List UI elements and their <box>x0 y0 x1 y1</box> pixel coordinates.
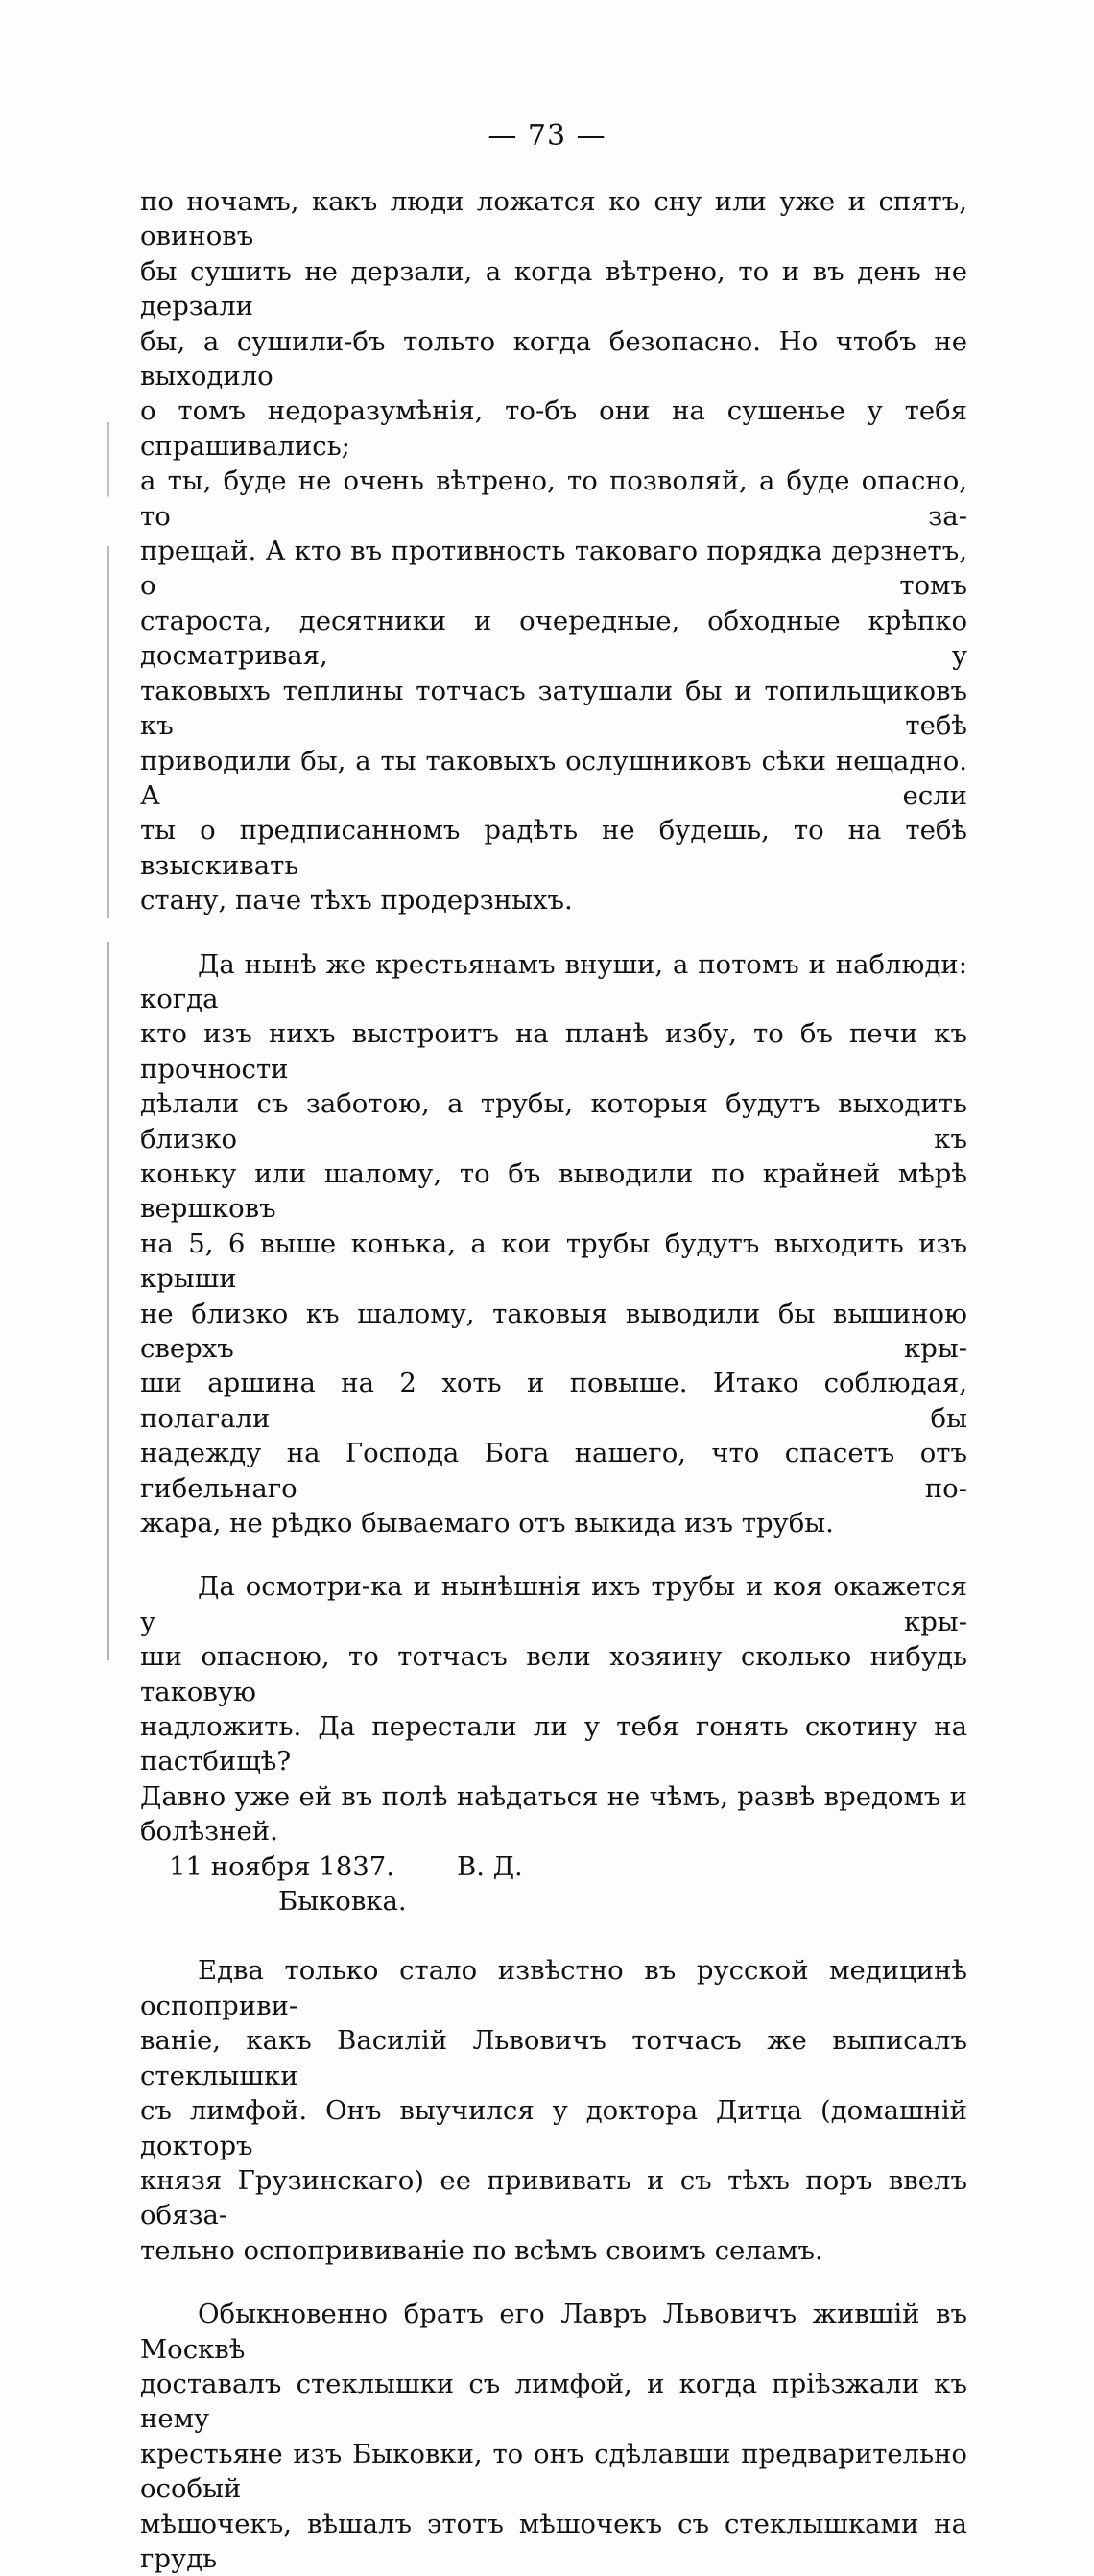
paragraph-1 <box>140 184 967 918</box>
text-line: приводили бы, а ты таковыхъ ослушниковъ сѣки нещадно. А если <box>140 745 967 811</box>
signature-initials: В. Д. <box>457 1850 523 1882</box>
text-line: тельно оспопрививаніе по всѣмъ своимъ селамъ. <box>140 2234 823 2266</box>
paragraph-3 <box>140 1569 967 1849</box>
text-line: коньку или шалому, то бъ выводили по крайней мѣрѣ вершковъ <box>140 1157 967 1225</box>
paragraph-4 <box>140 1953 967 2268</box>
text-line: ши опасною, то тотчасъ вели хозяину сколько нибудь таковую <box>140 1641 967 1707</box>
text-line: ши аршина на 2 хоть и повыше. Итако соблюдая, полагали бы <box>140 1368 967 1434</box>
text-line: староста, десятники и очередные, обходные крѣпко досматривая, у <box>140 605 967 672</box>
paragraph-5 <box>140 2297 967 2576</box>
text-line: таковыхъ теплины тотчасъ затушали бы и топильщиковъ къ тебѣ <box>140 675 967 742</box>
text-line: крестьяне изъ Быковки, то онъ сдѣлавши предварительно особый <box>140 2438 967 2505</box>
text-line: ты о предписанномъ радѣть не будешь, то на тебѣ взыскивать <box>140 815 967 881</box>
scan-binding-edge <box>107 422 109 1660</box>
text-line: кто изъ нихъ выстроитъ на планѣ избу, то бъ печи къ прочности <box>140 1018 967 1085</box>
text-line: Едва только стало извѣстно въ русской медицинѣ оспоприви- <box>140 1955 967 2021</box>
text-line: доставалъ стеклышки съ лимфой, и когда пріѣзжали къ нему <box>140 2368 967 2435</box>
signature-line <box>140 1849 967 1884</box>
text-line: ваніе, какъ Василій Львовичъ тотчасъ же выписалъ стеклышки <box>140 2025 967 2091</box>
text-line: надежду на Господа Бога нашего, что спасетъ отъ гибельнаго по- <box>140 1438 967 1504</box>
text-line: Обыкновенно братъ его Лавръ Львовичъ жившій въ Москвѣ <box>140 2299 967 2365</box>
text-line: о томъ недоразумѣнія, то-бъ они на сушенье у тебя спрашивались; <box>140 395 967 462</box>
text-line: прещай. А кто въ противность таковаго порядка дерзнетъ, о томъ <box>140 536 967 602</box>
text-line: надложить. Да перестали ли у тебя гонять скотину на пастбищѣ? <box>140 1711 967 1777</box>
text-line: дѣлали съ заботою, а трубы, которыя будутъ выходить близко къ <box>140 1088 967 1155</box>
text-line: Давно уже ей въ полѣ наѣдаться не чѣмъ, развѣ вредомъ и болѣзней. <box>140 1780 967 1848</box>
text-line: мѣшочекъ, вѣшалъ этотъ мѣшочекъ съ стеклышками на грудь <box>140 2508 967 2574</box>
text-line: жара, не рѣдко бываемаго отъ выкида изъ трубы. <box>140 1508 834 1539</box>
text-line: Да осмотри-ка и нынѣшнія ихъ трубы и коя окажется у кры- <box>140 1571 967 1637</box>
signature-place: Быковка. <box>278 1886 407 1918</box>
text-line: съ лимфой. Онъ выучился у доктора Дитца (домашній докторъ <box>140 2095 967 2161</box>
text-line: бы сушить не дерзали, а когда вѣтрено, то и въ день не дерзали <box>140 255 967 322</box>
signature-date: 11 ноября 1837. <box>169 1850 394 1882</box>
paragraph-2 <box>140 947 967 1541</box>
text-line: стану, паче тѣхъ продерзныхъ. <box>140 885 573 917</box>
signature-place-line <box>140 1884 967 1919</box>
text-line: на 5, 6 выше конька, а кои трубы будутъ выходить изъ крыши <box>140 1228 967 1295</box>
text-line: бы, а сушили-бъ тольто когда безопасно. Но чтобъ не выходило <box>140 325 967 393</box>
page-number: — 73 — <box>488 119 606 153</box>
text-line: не близко къ шалому, таковыя выводили бы вышиною сверхъ кры- <box>140 1298 967 1364</box>
text-line: а ты, буде не очень вѣтрено, то позволяй, а буде опасно, то за- <box>140 465 967 532</box>
text-line: князя Грузинскаго) ее прививать и съ тѣхъ поръ ввелъ обяза- <box>140 2164 967 2231</box>
page-body <box>140 184 967 2576</box>
text-line: по ночамъ, какъ люди ложатся ко сну или уже и спятъ, овиновъ <box>140 186 967 252</box>
text-line: Да нынѣ же крестьянамъ внуши, а потомъ и наблюди: когда <box>140 948 967 1014</box>
